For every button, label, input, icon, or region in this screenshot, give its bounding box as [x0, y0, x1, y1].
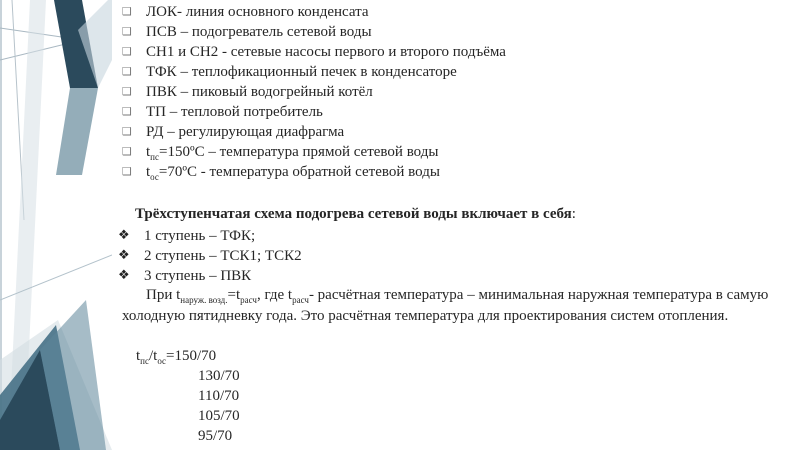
temperature-ratio-formula: $t_{пс}/t_{ос}=150/70$ [136, 348, 217, 366]
temp-return-text: =70ºС - температура обратной сетевой воды [158, 163, 440, 180]
legend-text: ТФК – теплофикационный печек в конденсаторе [146, 64, 457, 80]
legend-item-temp-return [120, 162, 506, 182]
scheme-heading [135, 204, 576, 224]
square-bullet-icon: ❑ [122, 5, 132, 18]
square-bullet-icon: ❑ [122, 65, 132, 78]
square-bullet-icon: ❑ [122, 145, 132, 158]
legend-item [120, 22, 506, 42]
legend-text: ТП – тепловой потребитель [146, 104, 323, 120]
temp-symbol: t [146, 163, 151, 180]
legend-item [120, 62, 506, 82]
square-bullet-icon: ❑ [122, 45, 132, 58]
stage-item [116, 246, 302, 266]
temperature-ratio-value: 110/70 [198, 388, 240, 404]
legend-item-temp-direct [120, 142, 506, 162]
temp-symbol: t [146, 143, 151, 160]
heading-text: Трёхступенчатая схема подогрева сетевой воды включает в себя [135, 206, 572, 222]
square-bullet-icon: ❑ [122, 105, 132, 118]
legend-text: ЛОК- линия основного конденсата [146, 4, 369, 20]
temperature-ratio-value: 105/70 [198, 408, 240, 424]
square-bullet-icon: ❑ [122, 165, 132, 178]
temperature-ratio-value: 130/70 [198, 368, 240, 384]
legend-item [120, 42, 506, 62]
legend-item [120, 82, 506, 102]
heading-colon: : [571, 206, 576, 222]
temperature-ratio-value: 95/70 [198, 428, 233, 444]
square-bullet-icon: ❑ [122, 25, 132, 38]
stage-list [116, 226, 302, 286]
diamond-bullet-icon: ❖ [118, 248, 130, 263]
temp-subscript: пс [150, 151, 159, 162]
stage-text: 1 ступень – ТФК; [144, 228, 256, 244]
stage-text: 2 ступень – ТСК1; ТСК2 [144, 248, 302, 264]
square-bullet-icon: ❑ [122, 125, 132, 138]
legend-text: ПВК – пиковый водогрейный котёл [146, 84, 373, 100]
legend-text: РД – регулирующая диафрагма [146, 124, 345, 140]
stage-item [116, 226, 302, 246]
temp-subscript: ос [150, 171, 159, 182]
diamond-bullet-icon: ❖ [118, 268, 130, 283]
diamond-bullet-icon: ❖ [118, 228, 130, 243]
legend-item [120, 122, 506, 142]
legend-text: ПСВ – подогреватель сетевой воды [146, 24, 372, 40]
legend-item [120, 102, 506, 122]
stage-item [116, 266, 302, 286]
temp-direct-text: =150ºС – температура прямой сетевой воды [158, 143, 439, 160]
design-temperature-paragraph: При $t_{наруж. возд.}=t_{расч}$, где $t_{расч}-$ расчётная температура – минимальная наружная температура в самую холодную пятидневку года. Это расчётная температура для проектирования систем отопления. [122, 287, 769, 324]
legend-text: СН1 и СН2 - сетевые насосы первого и второго подъёма [146, 44, 506, 60]
legend-item [120, 2, 506, 22]
square-bullet-icon: ❑ [122, 85, 132, 98]
legend-list [120, 2, 506, 182]
stage-text: 3 ступень – ПВК [144, 268, 252, 284]
